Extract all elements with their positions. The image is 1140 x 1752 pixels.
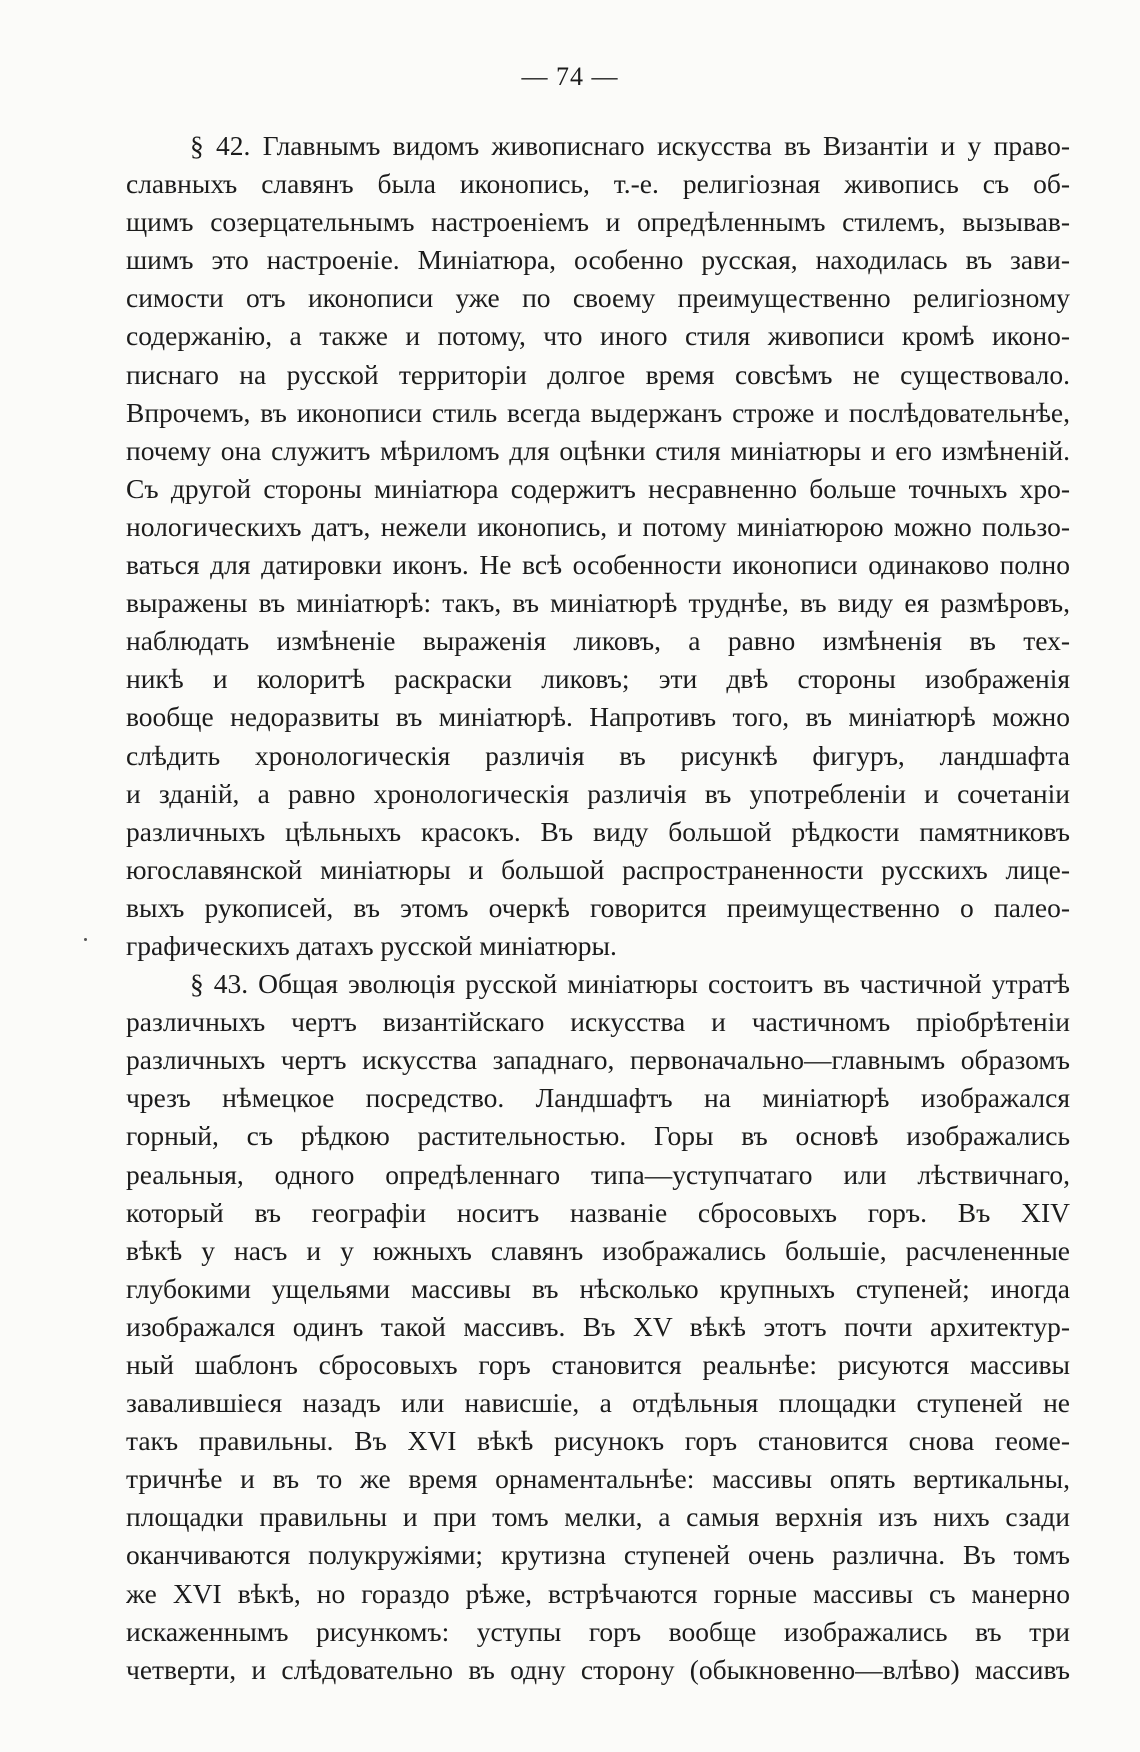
text-line: тричнѣе и въ то же время орнаментальнѣе: массивы опять вертикальны,: [126, 1463, 1070, 1495]
body-text: [126, 127, 1070, 1689]
text-line: симости отъ иконописи уже по своему преимущественно религіозному: [126, 282, 1070, 314]
text-line: Впрочемъ, въ иконописи стиль всегда выдержанъ строже и послѣдовательнѣе,: [126, 396, 1070, 428]
text-line: графическихъ датахъ русской миніатюры.: [126, 929, 617, 961]
page-number: — 74 —: [521, 62, 619, 91]
text-line: Съ другой стороны миніатюра содержитъ несравненно больше точныхъ хро-: [126, 472, 1070, 504]
text-line: почему она служитъ мѣриломъ для оцѣнки стиля миніатюры и его измѣненій.: [126, 434, 1070, 466]
text-line: горный, съ рѣдкою растительностью. Горы въ основѣ изображались: [126, 1120, 1070, 1152]
text-line: содержанію, а также и потому, что иного стиля живописи кромѣ иконо-: [126, 320, 1070, 352]
text-line: нологическихъ датъ, нежели иконопись, и потому миніатюрою можно пользо-: [126, 510, 1070, 542]
text-line: глубокими ущельями массивы въ нѣсколько крупныхъ ступеней; иногда: [126, 1272, 1070, 1304]
text-line: четверти, и слѣдовательно въ одну сторону (обыкновенно—влѣво) массивъ: [126, 1653, 1070, 1685]
text-line: вообще недоразвиты въ миніатюрѣ. Напротивъ того, въ миніатюрѣ можно: [126, 701, 1070, 733]
text-line: завалившіеся назадъ или нависшіе, а отдѣльныя площадки ступеней не: [126, 1387, 1070, 1419]
text-line: шимъ это настроеніе. Миніатюра, особенно русская, находилась въ зави-: [126, 244, 1070, 276]
text-line: различныхъ чертъ искусства западнаго, первоначально—главнымъ образомъ: [126, 1044, 1070, 1076]
paragraph-42: [126, 127, 1070, 965]
text-line: площадки правильны и при томъ мелки, а самыя верхнія изъ нихъ сзади: [126, 1501, 1070, 1533]
paragraph-43: [126, 965, 1070, 1689]
text-line: слѣдить хронологическія различія въ рисункѣ фигуръ, ландшафта: [126, 739, 1070, 771]
text-line: ный шаблонъ сбросовыхъ горъ становится реальнѣе: рисуются массивы: [126, 1349, 1070, 1380]
text-line: изображался одинъ такой массивъ. Въ XV вѣкѣ этотъ почти архитектур-: [126, 1310, 1070, 1342]
text-line: же XVI вѣкѣ, но гораздо рѣже, встрѣчаются горные массивы съ манерно: [126, 1577, 1070, 1609]
text-line: выражены въ миніатюрѣ: такъ, въ миніатюрѣ труднѣе, въ виду ея размѣровъ,: [126, 587, 1070, 619]
text-line: различныхъ чертъ византійскаго искусства и частичномъ пріобрѣтеніи: [126, 1006, 1070, 1038]
text-line: никѣ и колоритѣ раскраски ликовъ; эти двѣ стороны изображенія: [126, 663, 1070, 695]
text-line: щимъ созерцательнымъ настроеніемъ и опредѣленнымъ стилемъ, вызывав-: [126, 206, 1070, 238]
text-line: оканчиваются полукружіями; крутизна ступеней очень различна. Въ томъ: [126, 1539, 1070, 1571]
text-line: югославянской миніатюры и большой распространенности русскихъ лице-: [126, 853, 1070, 885]
text-line: такъ правильны. Въ XVI вѣкѣ рисунокъ горъ становится снова геоме-: [126, 1425, 1070, 1457]
text-line: наблюдать измѣненіе выраженія ликовъ, а равно измѣненія въ тех-: [126, 625, 1070, 657]
text-line: ваться для датировки иконъ. Не всѣ особенности иконописи одинаково полно: [126, 549, 1070, 581]
text-line: чрезъ нѣмецкое посредство. Ландшафтъ на миніатюрѣ изображался: [126, 1082, 1070, 1114]
margin-mark: [84, 938, 87, 941]
text-line: славныхъ славянъ была иконопись, т.-е. религіозная живопись съ об-: [126, 168, 1070, 200]
text-line: писнаго на русской территоріи долгое время совсѣмъ не существовало.: [126, 358, 1070, 390]
text-line: искаженнымъ рисункомъ: уступы горъ вообще изображались въ три: [126, 1615, 1070, 1647]
text-line: выхъ рукописей, въ этомъ очеркѣ говорится преимущественно о палео-: [126, 891, 1070, 923]
text-line: который въ географіи носитъ названіе сбросовыхъ горъ. Въ XIV: [126, 1196, 1070, 1228]
text-line: § 43. Общая эволюція русской миніатюры состоитъ въ частичной утратѣ: [190, 968, 1070, 1000]
text-line: § 42. Главнымъ видомъ живописнаго искусства въ Византіи и у право-: [190, 130, 1070, 161]
text-line: различныхъ цѣльныхъ красокъ. Въ виду большой рѣдкости памятниковъ: [126, 815, 1070, 847]
text-line: и зданій, а равно хронологическія различія въ употребленіи и сочетаніи: [126, 777, 1070, 809]
text-line: вѣкѣ у насъ и у южныхъ славянъ изображались большіе, расчлененные: [126, 1234, 1070, 1266]
text-line: реальныя, одного опредѣленнаго типа—уступчатаго или лѣствичнаго,: [126, 1158, 1070, 1190]
